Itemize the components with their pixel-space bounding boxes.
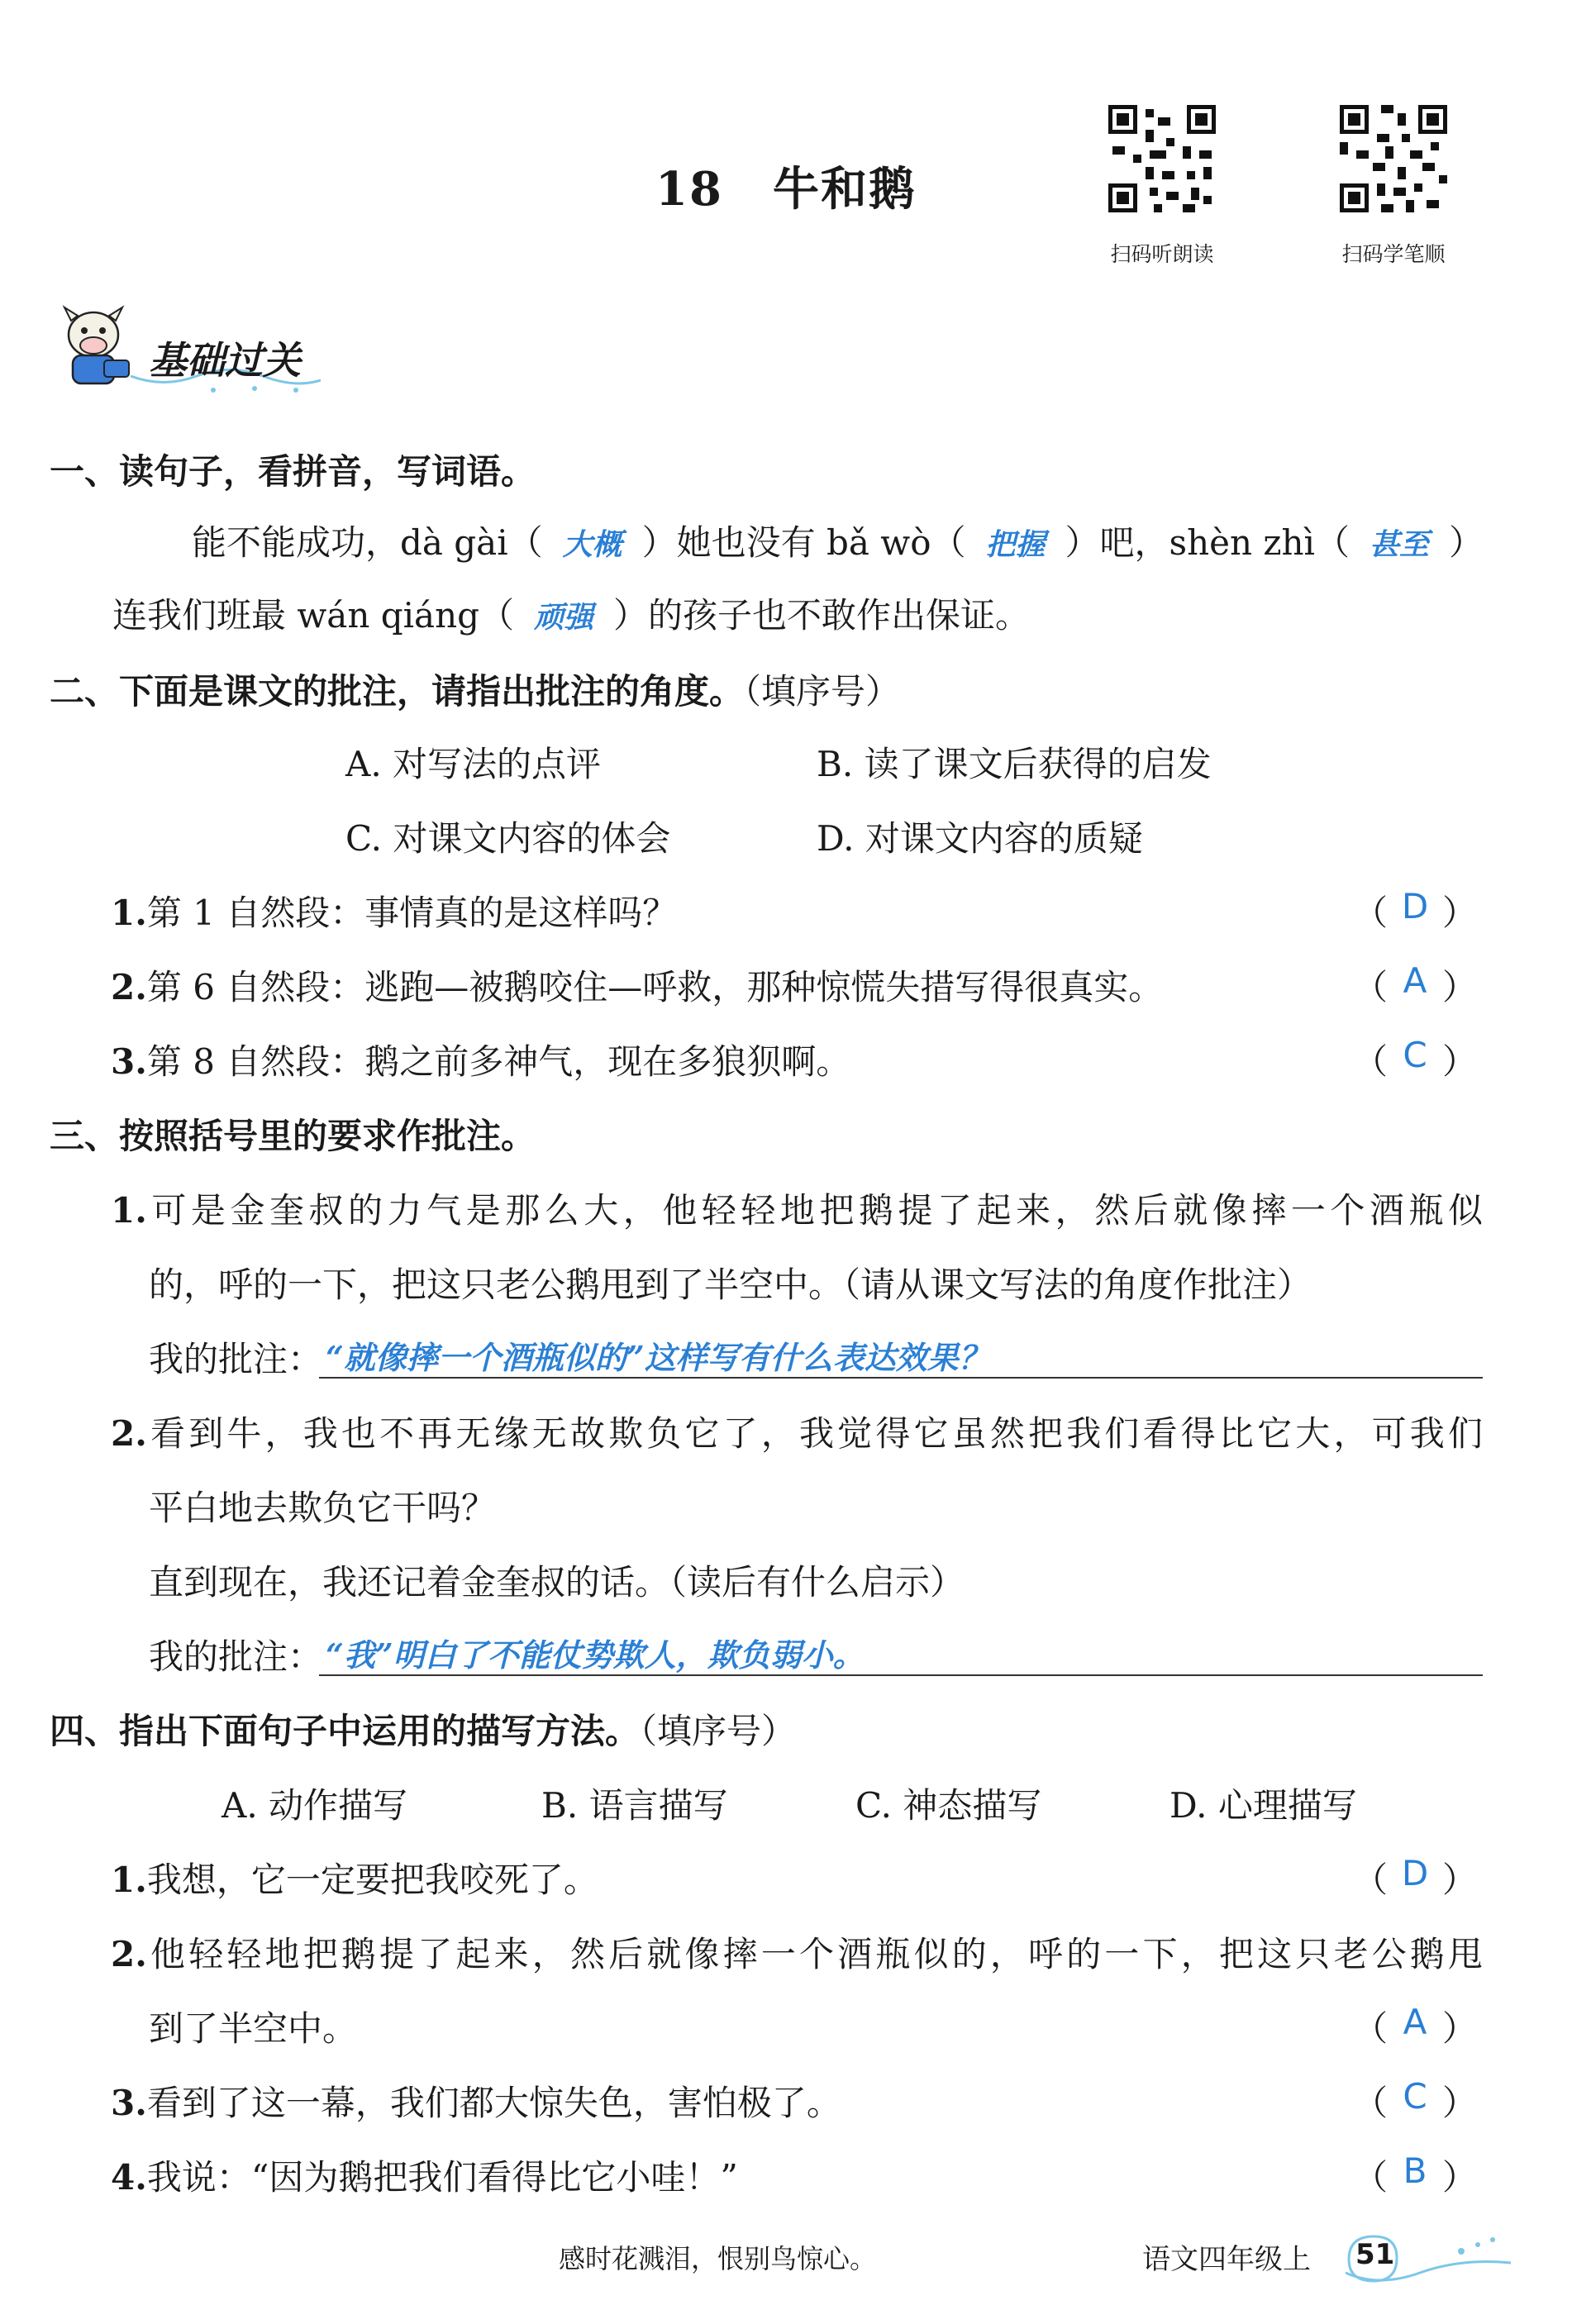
s2-option-a: A. 对写法的点评: [345, 744, 602, 784]
qr-code-stroke-icon[interactable]: [1336, 101, 1451, 217]
lesson-title: 牛和鹅: [772, 162, 917, 217]
s4-option-a: A. 动作描写: [222, 1785, 408, 1826]
s2-item-1-answer: D: [1401, 886, 1429, 926]
s4-item-1-answer-box[interactable]: （ D ）: [1353, 1853, 1477, 1903]
s4-option-b: B. 语言描写: [541, 1785, 728, 1826]
answer-shenzhi[interactable]: 甚至: [1369, 527, 1429, 562]
s4-option-c: C. 神态描写: [855, 1785, 1042, 1826]
answer-wanqiang[interactable]: 顽强: [534, 600, 594, 635]
s4-item-3: 3.看到了这一幕，我们都大惊失色，害怕极了。: [111, 2083, 841, 2123]
page-number: 51: [1355, 2238, 1395, 2271]
s3-q2-line-1: 2.看到牛，我也不再无缘无故欺负它了，我觉得它虽然把我们看得比它大，可我们: [111, 1413, 1483, 1454]
s4-item-1: 1.我想，它一定要把我咬死了。: [111, 1860, 598, 1900]
s2-item-2: 2.第 6 自然段：逃跑—被鹅咬住—呼救，那种惊慌失措写得很真实。: [111, 967, 1164, 1007]
section-2-heading: 二、下面是课文的批注，请指出批注的角度。（填序号）: [50, 671, 901, 712]
s3-q1-line-1: 1.可是金奎叔的力气是那么大，他轻轻地把鹅提了起来，然后就像摔一个酒瓶似: [111, 1190, 1483, 1231]
s2-item-2-answer: A: [1403, 960, 1427, 1001]
s2-option-c: C. 对课文内容的体会: [345, 818, 671, 859]
s3-q1-line-2: 的，呼的一下，把这只老公鹅甩到了半空中。（请从课文写法的角度作批注）: [149, 1264, 1312, 1305]
s4-item-2-answer: A: [1403, 2002, 1427, 2042]
s3-q2-answer-line[interactable]: [319, 1630, 1483, 1676]
s2-item-3-answer-box[interactable]: （ C ）: [1353, 1035, 1477, 1084]
s4-item-3-answer: C: [1403, 2076, 1427, 2117]
s4-item-2-line-2: 到了半空中。: [149, 2008, 358, 2049]
section-4-heading: 四、指出下面句子中运用的描写方法。（填序号）: [50, 1711, 797, 1751]
s2-item-1-answer-box[interactable]: （ D ）: [1353, 886, 1477, 936]
section-3-heading: 三、按照括号里的要求作批注。: [50, 1116, 536, 1156]
answer-dagai[interactable]: 大概: [562, 527, 622, 562]
qr-code-read-icon[interactable]: [1104, 101, 1220, 217]
s3-q2-answer: “我”明白了不能仗势欺人，欺负弱小。: [326, 1636, 865, 1674]
section-badge-label: 基础过关: [149, 338, 301, 383]
s2-item-3: 3.第 8 自然段：鹅之前多神气，现在多狼狈啊。: [111, 1041, 851, 1082]
footer-book-title: 语文四年级上: [1142, 2243, 1311, 2276]
s4-item-2-line-1: 2.他轻轻地把鹅提了起来，然后就像摔一个酒瓶似的，呼的一下，把这只老公鹅甩: [111, 1934, 1483, 1974]
s4-item-2-answer-box[interactable]: （ A ）: [1353, 2002, 1477, 2051]
qr-caption-stroke: 扫码学笔顺: [1341, 242, 1446, 266]
s2-item-1: 1.第 1 自然段：事情真的是这样吗？: [111, 893, 678, 933]
section-1-heading: 一、读句子，看拼音，写词语。: [50, 451, 536, 492]
s4-item-4-answer-box[interactable]: （ B ）: [1353, 2150, 1477, 2200]
s3-q2-label: 我的批注：: [149, 1636, 323, 1677]
s3-q1-answer-line[interactable]: [319, 1332, 1483, 1379]
answer-bawo[interactable]: 把握: [985, 527, 1046, 562]
lesson-number: 18: [655, 162, 723, 217]
s2-option-d: D. 对课文内容的质疑: [817, 818, 1143, 859]
s2-option-b: B. 读了课文后获得的启发: [817, 744, 1212, 784]
s2-item-3-answer: C: [1403, 1035, 1427, 1075]
s4-item-4-answer: B: [1403, 2150, 1427, 2191]
footer-quote: 感时花溅泪，恨别鸟惊心。: [559, 2243, 877, 2274]
s3-q1-label: 我的批注：: [149, 1339, 323, 1379]
s1-line-2: 连我们班最 wán qiáng（ 顽强 ）的孩子也不敢作出保证。: [112, 595, 1031, 636]
qr-caption-read: 扫码听朗读: [1110, 242, 1214, 266]
s1-line-1: 能不能成功，dà gài（ 大概 ）她也没有 bǎ wò（ 把握 ）吧，shèn zhì（ 甚至 ）: [192, 522, 1484, 563]
s2-item-2-answer-box[interactable]: （ A ）: [1353, 960, 1477, 1010]
s4-item-4: 4.我说：“因为鹅把我们看得比它小哇！”: [111, 2157, 738, 2198]
s4-item-3-answer-box[interactable]: （ C ）: [1353, 2076, 1477, 2126]
s3-q2-line-2: 平白地去欺负它干吗？: [149, 1488, 497, 1528]
s4-item-1-answer: D: [1401, 1853, 1429, 1893]
s3-q1-answer: “就像摔一个酒瓶似的”这样写有什么表达效果？: [326, 1339, 990, 1376]
s4-option-d: D. 心理描写: [1169, 1785, 1357, 1826]
s3-q2-line-3: 直到现在，我还记着金奎叔的话。（读后有什么启示）: [149, 1562, 965, 1603]
